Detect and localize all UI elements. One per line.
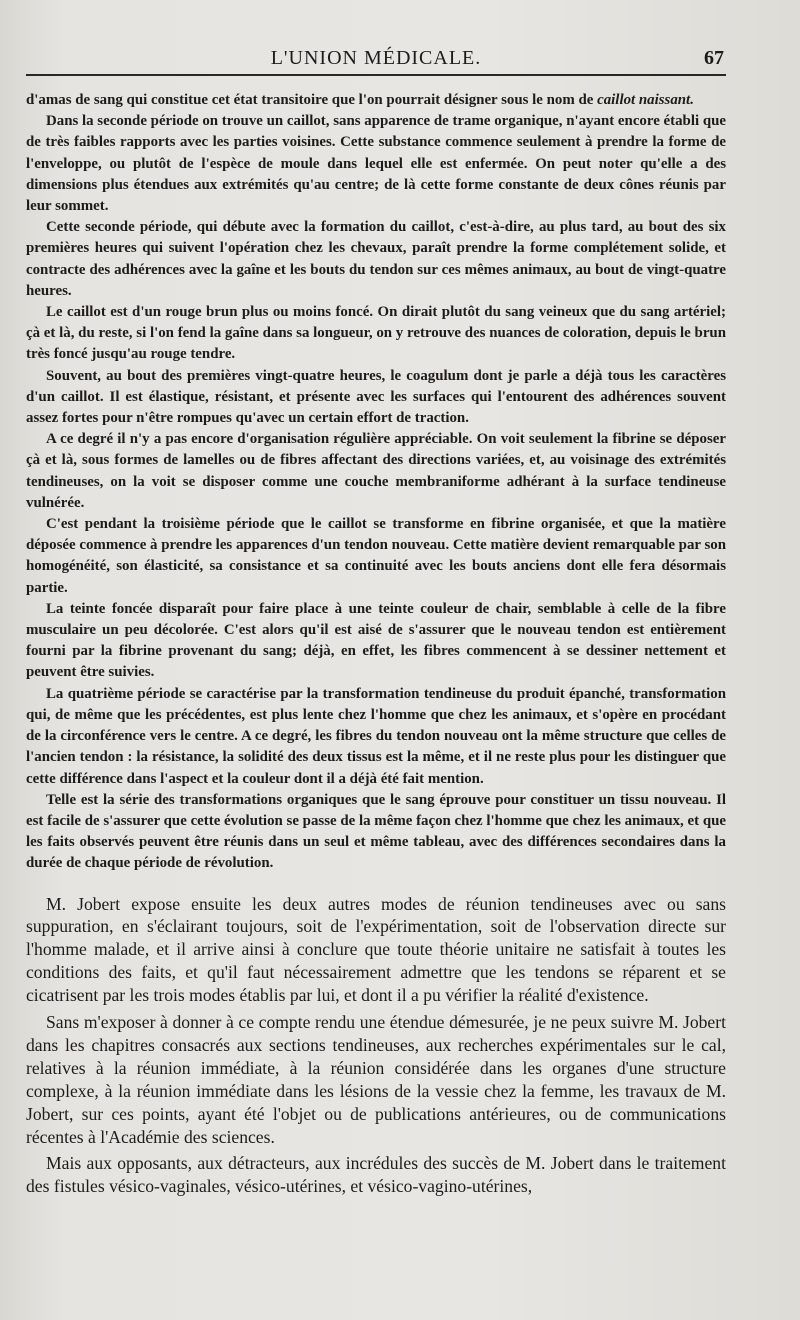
report-paragraph-0-text: d'amas de sang qui constitue cet état transitoire que l'on pourrait désigner sous le nom de — [26, 92, 594, 108]
running-head — [26, 44, 726, 76]
letter-paragraph-1: M. Jobert expose ensuite les deux autres modes de réunion tendineuses avec ou sans suppuration, en s'éclairant toujours, soit de l'expérimentation, soit de l'observation directe sur l'homme malade, et il arrive ainsi à conclure que toute théorie unitaire ne satisfait à toutes les conditions des faits, et qu'il faut nécessairement admettre que les tendons se réparent et se cicatrisent par les trois modes établis par lui, et dont il a pu vérifier la réalité d'existence. — [26, 893, 726, 1006]
report-paragraph-3: Le caillot est d'un rouge brun plus ou moins foncé. On dirait plutôt du sang veineux que du sang artériel; çà et là, du reste, si l'on fend la gaîne dans sa longueur, on y retrouve des nuances de coloration, depuis le brun très foncé jusqu'au rouge tendre. — [26, 304, 726, 363]
letter-paragraph-3: Mais aux opposants, aux détracteurs, aux incrédules des succès de M. Jobert dans le traitement des fistules vésico-vaginales, vésico-utérines, et vésico-vagino-utérines, — [26, 1153, 726, 1197]
journal-title: L'UNION MÉDICALE. — [270, 47, 482, 69]
report-paragraph-8: La quatrième période se caractérise par la transformation tendineuse du produit épanché, transformation qui, de même que les précédentes, est plus lente chez l'homme que chez les animaux, et s'opère en procédant de la circonférence vers le centre. A ce degré, les fibres du tendon nouveau ont la même structure que celles de l'ancien tendon : la résistance, la solidité des deux tissus est la même, et il ne reste plus pour les distinguer que cette différence dans l'aspect et la couleur dont il a déjà été fait mention. — [26, 685, 726, 787]
letter-paragraph-2: Sans m'exposer à donner à ce compte rendu une étendue démesurée, je ne peux suivre M. Jobert dans les chapitres consacrés aux sections tendineuses, aux recherches expérimentales sur le cal, relatives à la réunion immédiate, à la réunion considérée dans les organes d'une structure complexe, à la réunion immédiate dans les lésions de la vessie chez la femme, les travaux de M. Jobert, sur ces points, ayant été l'objet ou de publications antérieures, ou de communications récentes à l'Académie des sciences. — [26, 1012, 726, 1147]
report-paragraph-7: La teinte foncée disparaît pour faire place à une teinte couleur de chair, semblable à celle de la fibre musculaire un peu décolorée. C'est alors qu'il est aisé de s'assurer que le nouveau tendon est entièrement fourni par la fibrine provenant du sang; déjà, en effet, les fibres commencent à se dessiner nettement et peuvent être suivies. — [26, 600, 726, 681]
report-paragraph-4: Souvent, au bout des premières vingt-quatre heures, le coagulum dont je parle a déjà tous les caractères d'un caillot. Il est élastique, résistant, et présente avec les surfaces qui l'entourent des adhérences souvent assez fortes pour n'être rompues qu'avec un certain effort de traction. — [26, 367, 726, 427]
page-number: 67 — [704, 47, 724, 69]
report-paragraph-0 — [26, 90, 726, 111]
report-paragraph-1: Dans la seconde période on trouve un caillot, sans apparence de trame organique, n'ayant encore établi que de très faibles rapports avec les parties voisines. Cette substance commence seulement à prendre la forme de l'enveloppe, ou plutôt de l'espèce de moule dans lequel elle est enfermée. On peut noter qu'elle a des dimensions plus étendues aux extrémités qu'au centre; de là cette forme constante de deux cônes réunis par leur sommet. — [26, 113, 727, 215]
report-paragraph-9: Telle est la série des transformations organiques que le sang éprouve pour constituer un tissu nouveau. Il est facile de s'assurer que cette évolution se passe de la même façon chez l'homme que chez les animaux, et que les faits observés peuvent être réunis dans un seul et même tableau, avec des différences secondaires dans la durée de chaque période de révolution. — [26, 791, 726, 872]
report-paragraph-5: A ce degré il n'y a pas encore d'organisation régulière appréciable. On voit seulement la fibrine se déposer çà et là, sous formes de lamelles ou de fibres affectant des directions variées, et, au voisinage des extrémités tendineuses, on la voit se disposer comme une couche membraniforme adhérant à la surface tendineuse vulnérée. — [26, 431, 726, 511]
report-paragraph-6: C'est pendant la troisième période que le caillot se transforme en fibrine organisée, et que la matière déposée commence à prendre les apparences d'un tendon nouveau. Cette matière devient remarquable par son homogénéité, son élasticité, sa consistance et sa continuité avec les bouts anciens dont elle fera désormais partie. — [26, 516, 726, 596]
report-paragraph-2: Cette seconde période, qui débute avec la formation du caillot, c'est-à-dire, au plus tard, au bout des six premières heures qui suivent l'opération chez les chevaux, paraît prendre la forme complétement solide, et contracte des adhérences avec la gaîne et les bouts du tendon sur ces mêmes animaux, au bout de vingt-quatre heures. — [26, 219, 726, 299]
letter-section — [26, 893, 726, 1199]
caillot-naissant-term: caillot naissant. — [597, 92, 694, 108]
report-section — [26, 90, 726, 875]
